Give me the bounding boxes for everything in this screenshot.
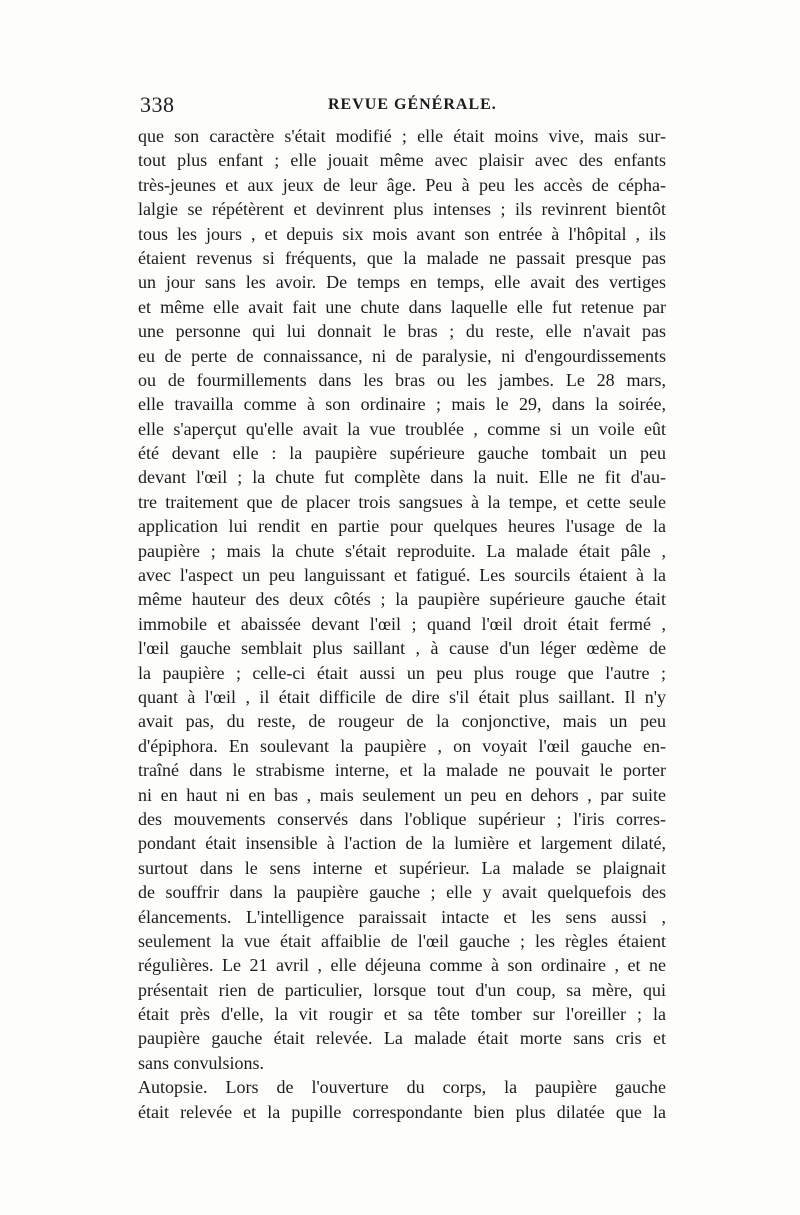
text-line: application lui rendit en partie pour quelques heures l'usage de la bbox=[138, 516, 666, 537]
text-line: et même elle avait fait une chute dans laquelle elle fut retenue par bbox=[138, 296, 666, 317]
text-line: elle s'aperçut qu'elle avait la vue troublée , comme si un voile eût bbox=[138, 418, 666, 439]
text-line: paupière gauche était relevée. La malade était morte sans cris et bbox=[138, 1028, 666, 1049]
text-line: étaient revenus si fréquents, que la malade ne passait presque pas bbox=[138, 247, 666, 268]
text-line: tous les jours , et depuis six mois avant son entrée à l'hôpital , ils bbox=[138, 223, 666, 244]
text-line: avait pas, du reste, de rougeur de la conjonctive, mais un peu bbox=[138, 711, 666, 732]
text-line: Autopsie. Lors de l'ouverture du corps, la paupière gauche bbox=[138, 1077, 666, 1098]
text-line: était près d'elle, la vit rougir et sa tête tomber sur l'oreiller ; la bbox=[138, 1004, 666, 1025]
text-line: elle travailla comme à son ordinaire ; mais le 29, dans la soirée, bbox=[138, 394, 666, 415]
text-line: seulement la vue était affaiblie de l'œil gauche ; les règles étaient bbox=[138, 930, 666, 951]
text-line: une personne qui lui donnait le bras ; du reste, elle n'avait pas bbox=[138, 321, 666, 342]
text-line: paupière ; mais la chute s'était reproduite. La malade était pâle , bbox=[138, 540, 666, 561]
text-line: la paupière ; celle-ci était aussi un peu plus rouge que l'autre ; bbox=[138, 662, 666, 683]
text-line: présentait rien de particulier, lorsque tout d'un coup, sa mère, qui bbox=[138, 979, 666, 1000]
text-line: lalgie se répétèrent et devinrent plus intenses ; ils revinrent bientôt bbox=[138, 199, 666, 220]
text-line: ni en haut ni en bas , mais seulement un peu en dehors , par suite bbox=[138, 784, 666, 805]
text-line: tout plus enfant ; elle jouait même avec plaisir avec des enfants bbox=[138, 150, 666, 171]
text-line: que son caractère s'était modifié ; elle était moins vive, mais sur- bbox=[138, 126, 666, 146]
text-line: régulières. Le 21 avril , elle déjeuna comme à son ordinaire , et ne bbox=[138, 955, 666, 976]
text-line: sans convulsions. bbox=[138, 1052, 264, 1073]
text-line: tre traitement que de placer trois sangsues à la tempe, et cette seule bbox=[138, 491, 666, 512]
text-line: l'œil gauche semblait plus saillant , à cause d'un léger œdème de bbox=[138, 638, 666, 659]
text-line: eu de perte de connaissance, ni de paralysie, ni d'engourdissements bbox=[138, 345, 666, 366]
text-line: des mouvements conservés dans l'oblique supérieur ; l'iris corres- bbox=[138, 808, 666, 829]
text-line: devant l'œil ; la chute fut complète dans la nuit. Elle ne fit d'au- bbox=[138, 467, 666, 488]
page-header bbox=[140, 92, 660, 122]
text-line: pondant était insensible à l'action de la lumière et largement dilaté, bbox=[138, 833, 666, 854]
text-line: même hauteur des deux côtés ; la paupière supérieure gauche était bbox=[138, 589, 666, 610]
text-line: quant à l'œil , il était difficile de dire s'il était plus saillant. Il n'y bbox=[138, 686, 666, 707]
text-line: très-jeunes et aux jeux de leur âge. Peu à peu les accès de cépha- bbox=[138, 174, 666, 195]
text-line: immobile et abaissée devant l'œil ; quand l'œil droit était fermé , bbox=[138, 613, 666, 634]
text-line: était relevée et la pupille correspondante bien plus dilatée que la bbox=[138, 1101, 666, 1122]
text-line: d'épiphora. En soulevant la paupière , on voyait l'œil gauche en- bbox=[138, 735, 666, 756]
text-line: été devant elle : la paupière supérieure gauche tombait un peu bbox=[138, 443, 666, 464]
text-line: de souffrir dans la paupière gauche ; elle y avait quelquefois des bbox=[138, 882, 666, 903]
text-line: un jour sans les avoir. De temps en temps, elle avait des vertiges bbox=[138, 272, 666, 293]
text-line: ou de fourmillements dans les bras ou les jambes. Le 28 mars, bbox=[138, 369, 666, 390]
text-line: élancements. L'intelligence paraissait intacte et les sens aussi , bbox=[138, 906, 666, 927]
body-text bbox=[138, 124, 666, 1124]
text-line: surtout dans le sens interne et supérieur. La malade se plaignait bbox=[138, 857, 666, 878]
running-title: REVUE GÉNÉRALE. bbox=[328, 96, 497, 113]
page-number: 338 bbox=[140, 92, 175, 117]
text-line: traîné dans le strabisme interne, et la malade ne pouvait le porter bbox=[138, 760, 666, 781]
text-line: avec l'aspect un peu languissant et fatigué. Les sourcils étaient à la bbox=[138, 565, 666, 586]
